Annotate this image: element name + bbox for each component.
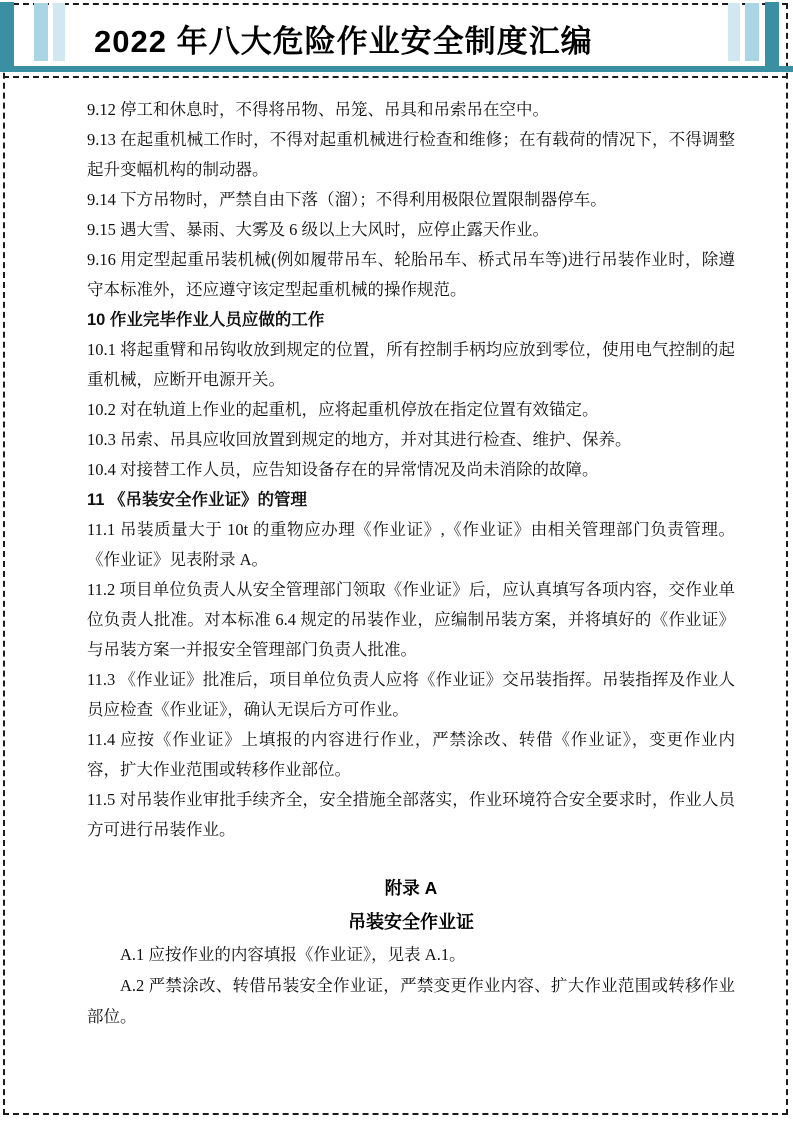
appendix-section xyxy=(87,871,735,1032)
body-paragraph: 9.15 遇大雪、暴雨、大雾及 6 级以上大风时，应停止露天作业。 xyxy=(87,220,549,239)
page-title: 2022 年八大危险作业安全制度汇编 xyxy=(94,24,593,59)
body-paragraphs xyxy=(87,95,735,845)
header-bar-light-right-icon xyxy=(745,3,759,61)
header-bar-pale-left-icon xyxy=(53,3,65,61)
body-paragraph: 9.14 下方吊物时，严禁自由下落（溜）；不得利用极限位置限制器停车。 xyxy=(87,190,607,209)
body-paragraph: 10.4 对接替工作人员，应告知设备存在的异常情况及尚未消除的故障。 xyxy=(87,460,599,479)
body-paragraph: 11.3 《作业证》批准后，项目单位负责人应将《作业证》交吊装指挥。吊装指挥及作业人员应检查《作业证》，确认无误后方可作业。 xyxy=(87,670,735,719)
header-dashed-underline xyxy=(3,76,788,78)
header-bar-dark-right-icon xyxy=(765,2,779,72)
section-heading: 11 《吊装安全作业证》的管理 xyxy=(87,491,308,509)
appendix-title: 附录 A xyxy=(384,878,438,898)
body-paragraph: 10.3 吊索、吊具应收回放置到规定的地方，并对其进行检查、维护、保养。 xyxy=(87,430,632,449)
body-paragraph: 9.12 停工和休息时，不得将吊物、吊笼、吊具和吊索吊在空中。 xyxy=(87,100,549,119)
header-bar-dark-left-icon xyxy=(0,2,14,72)
header-bar-pale-right-icon xyxy=(728,3,740,61)
header-rule xyxy=(0,66,793,72)
document-body xyxy=(87,95,735,1032)
body-paragraph: 11.5 对吊装作业审批手续齐全，安全措施全部落实，作业环境符合安全要求时，作业人员方可进行吊装作业。 xyxy=(87,790,735,839)
appendix-paragraph: A.1 应按作业的内容填报《作业证》，见表 A.1。 xyxy=(120,945,466,964)
body-paragraph: 11.1 吊装质量大于 10t 的重物应办理《作业证》,《作业证》由相关管理部门负责管理。《作业证》见表附录 A。 xyxy=(87,520,735,569)
body-paragraph: 9.16 用定型起重吊装机械(例如履带吊车、轮胎吊车、桥式吊车等)进行吊装作业时，除遵守本标准外，还应遵守该定型起重机械的操作规范。 xyxy=(87,250,735,299)
appendix-paragraph: A.2 严禁涂改、转借吊装安全作业证，严禁变更作业内容、扩大作业范围或转移作业部位。 xyxy=(87,976,735,1026)
section-heading: 10 作业完毕作业人员应做的工作 xyxy=(87,311,325,329)
body-paragraph: 10.1 将起重臂和吊钩收放到规定的位置，所有控制手柄均应放到零位，使用电气控制的起重机械，应断开电源开关。 xyxy=(87,340,735,389)
body-paragraph: 10.2 对在轨道上作业的起重机，应将起重机停放在指定位置有效锚定。 xyxy=(87,400,599,419)
body-paragraph: 9.13 在起重机械工作时，不得对起重机械进行检查和维修；在有载荷的情况下，不得调整起升变幅机构的制动器。 xyxy=(87,130,735,179)
appendix-subtitle: 吊装安全作业证 xyxy=(348,912,474,932)
body-paragraph: 11.4 应按《作业证》上填报的内容进行作业，严禁涂改、转借《作业证》，变更作业内容，扩大作业范围或转移作业部位。 xyxy=(87,730,735,779)
header-bar-light-left-icon xyxy=(34,3,48,61)
body-paragraph: 11.2 项目单位负责人从安全管理部门领取《作业证》后，应认真填写各项内容，交作业单位负责人批准。对本标准 6.4 规定的吊装作业，应编制吊装方案，并将填好的《作业证》与吊装方案一并报安全管理部门负责人批准。 xyxy=(87,580,735,659)
